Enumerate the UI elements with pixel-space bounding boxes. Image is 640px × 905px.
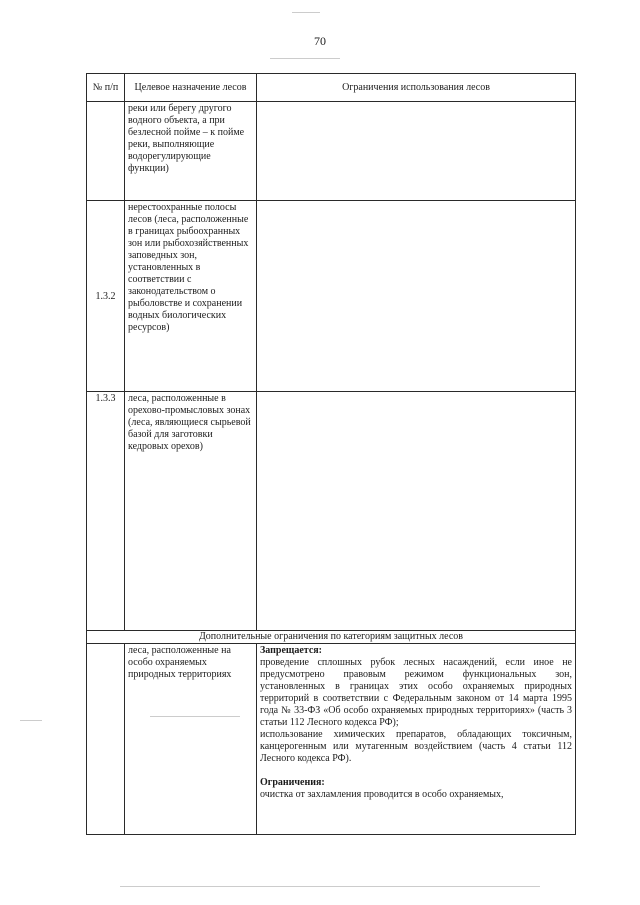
table-row <box>87 201 576 392</box>
prohibited-label: Запрещается: <box>260 645 323 656</box>
row-restrictions <box>257 102 576 201</box>
limits-item: очистка от захламления проводится в особо охраняемых, <box>260 789 504 800</box>
table-row <box>87 102 576 201</box>
row-restrictions <box>257 392 576 631</box>
section-title: Дополнительные ограничения по категориям защитных лесов <box>87 631 576 644</box>
row-restrictions <box>257 201 576 392</box>
row-purpose: леса, расположенные в орехово-промысловых зонах (леса, являющиеся сырьевой базой для заготовки кедровых орехов) <box>125 392 257 631</box>
row-purpose: нерестоохранные полосы лесов (леса, расположенные в границах рыбоохранных зон или рыбохозяйственных заповедных зон, установленных в соответствии с законодательством о рыболовстве и сохранении водных биологических ресурсов) <box>125 201 257 392</box>
restrictions-table <box>86 73 576 835</box>
header-purpose: Целевое назначение лесов <box>125 74 257 102</box>
row-number: 1.3.2 <box>87 201 125 392</box>
prohibited-item: использование химических препаратов, обладающих токсичным, канцерогенным или мутагенным воздействием (часть 4 статьи 112 Лесного кодекса РФ). <box>260 729 572 764</box>
limits-label: Ограничения: <box>260 777 325 788</box>
table-row <box>87 392 576 631</box>
header-restrictions: Ограничения использования лесов <box>257 74 576 102</box>
row-purpose: реки или берегу другого водного объекта, а при безлесной пойме – к пойме реки, выполняющие водорегулирующие функции) <box>125 102 257 201</box>
row-number: 1.3.3 <box>87 392 125 631</box>
prohibited-item: проведение сплошных рубок лесных насаждений, если иное не предусмотрено правовым режимом функциональных зон, установленных в границах этих особо охраняемых природных территорий в соответствии с Федеральным законом от 14 марта 1995 года № 33-ФЗ «Об особо охраняемых природных территориях» (часть 3 статьи 112 Лесного кодекса РФ); <box>260 657 572 728</box>
section-header-row <box>87 631 576 644</box>
page-number: 70 <box>314 34 326 48</box>
row-number <box>87 644 125 835</box>
row-restrictions <box>257 644 576 835</box>
row-purpose: леса, расположенные на особо охраняемых природных территориях <box>125 644 257 835</box>
row-number <box>87 102 125 201</box>
table-row <box>87 644 576 835</box>
header-number: № п/п <box>87 74 125 102</box>
table-header-row <box>87 74 576 102</box>
